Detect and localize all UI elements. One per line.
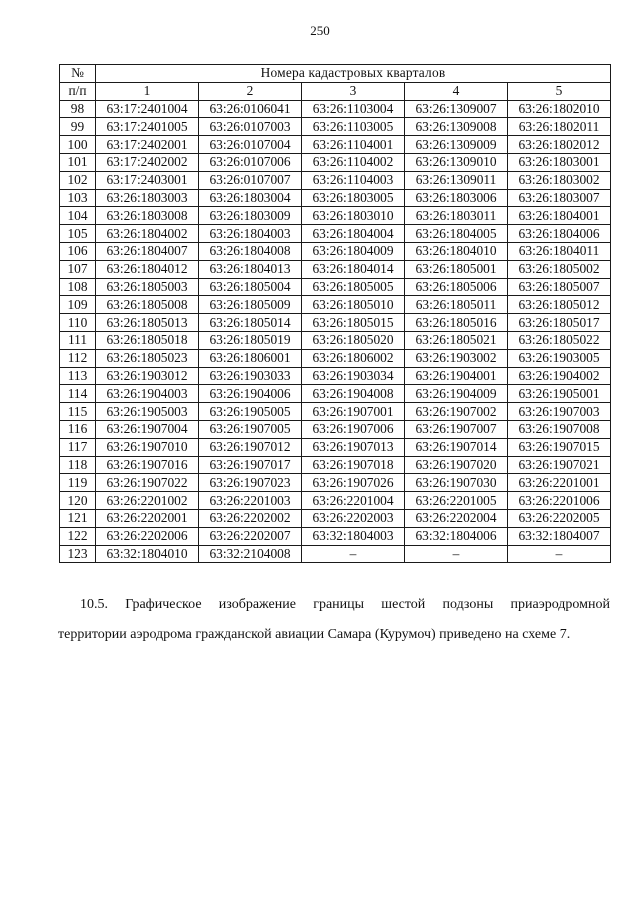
row-number-cell: 119 [60, 474, 96, 492]
row-number-cell: 111 [60, 331, 96, 349]
cadastral-number-cell: 63:26:1804004 [302, 225, 405, 243]
cadastral-number-cell: 63:26:1907030 [405, 474, 508, 492]
cadastral-number-cell: 63:26:1804002 [96, 225, 199, 243]
cadastral-number-cell: 63:26:1309008 [405, 118, 508, 136]
cadastral-number-cell: 63:26:1904003 [96, 385, 199, 403]
cadastral-number-cell: 63:26:1907026 [302, 474, 405, 492]
row-number-cell: 105 [60, 225, 96, 243]
table-row [60, 314, 611, 332]
cadastral-number-cell: 63:26:2201002 [96, 492, 199, 510]
cadastral-number-cell: 63:26:1805006 [405, 278, 508, 296]
cadastral-number-cell: 63:26:1805003 [96, 278, 199, 296]
table-row [60, 403, 611, 421]
cadastral-number-cell: 63:26:2201005 [405, 492, 508, 510]
cadastral-number-cell: 63:26:1805004 [199, 278, 302, 296]
cadastral-number-cell: 63:26:1907017 [199, 456, 302, 474]
row-number-cell: 115 [60, 403, 96, 421]
row-number-cell: 113 [60, 367, 96, 385]
cadastral-number-cell: 63:17:2402001 [96, 136, 199, 154]
cadastral-number-cell: 63:26:1904009 [405, 385, 508, 403]
cadastral-number-cell: 63:26:1805022 [508, 331, 611, 349]
cadastral-number-cell: 63:17:2403001 [96, 171, 199, 189]
cadastral-number-cell: 63:26:1803001 [508, 153, 611, 171]
cadastral-number-cell: 63:26:1803011 [405, 207, 508, 225]
table-header [60, 65, 611, 101]
cadastral-number-cell: 63:17:2401004 [96, 100, 199, 118]
cadastral-number-cell: 63:26:1903033 [199, 367, 302, 385]
cadastral-number-cell: 63:26:1806001 [199, 349, 302, 367]
cadastral-number-cell: 63:26:1805020 [302, 331, 405, 349]
cadastral-number-cell: 63:26:1907012 [199, 438, 302, 456]
cadastral-number-cell: 63:26:1805023 [96, 349, 199, 367]
table-row [60, 278, 611, 296]
cadastral-number-cell: 63:26:0107004 [199, 136, 302, 154]
cadastral-number-cell: 63:26:1103004 [302, 100, 405, 118]
cadastral-number-cell: 63:26:1803005 [302, 189, 405, 207]
table-row [60, 527, 611, 545]
cadastral-number-cell: 63:26:2202001 [96, 509, 199, 527]
cadastral-number-cell: 63:26:1804014 [302, 260, 405, 278]
cadastral-number-cell: 63:26:1907006 [302, 420, 405, 438]
cadastral-number-cell: 63:32:1804007 [508, 527, 611, 545]
cadastral-number-cell: 63:26:2201001 [508, 474, 611, 492]
cadastral-number-cell: 63:26:1803006 [405, 189, 508, 207]
cadastral-number-cell: 63:26:1804009 [302, 242, 405, 260]
cadastral-number-cell: 63:26:1903002 [405, 349, 508, 367]
cadastral-number-cell: 63:26:2202005 [508, 509, 611, 527]
table-row [60, 118, 611, 136]
cadastral-number-cell: 63:26:1802012 [508, 136, 611, 154]
cadastral-number-cell: 63:26:1805013 [96, 314, 199, 332]
table-row [60, 545, 611, 563]
cadastral-number-cell: 63:26:1804011 [508, 242, 611, 260]
row-number-cell: 121 [60, 509, 96, 527]
cadastral-number-cell: 63:26:1805011 [405, 296, 508, 314]
row-number-cell: 123 [60, 545, 96, 563]
cadastral-number-cell: 63:26:1805001 [405, 260, 508, 278]
cadastral-number-cell: 63:26:1805008 [96, 296, 199, 314]
row-number-cell: 118 [60, 456, 96, 474]
row-number-cell: 99 [60, 118, 96, 136]
cadastral-number-cell: 63:26:1903012 [96, 367, 199, 385]
cadastral-number-cell: 63:26:1805017 [508, 314, 611, 332]
row-number-cell: 106 [60, 242, 96, 260]
row-number-cell: 108 [60, 278, 96, 296]
paragraph-line-2: территории аэродрома гражданской авиации Самара (Курумоч) приведено на схеме 7. [58, 627, 571, 642]
cadastral-number-cell: 63:26:1804006 [508, 225, 611, 243]
cadastral-number-cell: 63:26:2202007 [199, 527, 302, 545]
page-number: 250 [310, 23, 330, 38]
header-number-bottom: п/п [60, 82, 96, 100]
header-column-1: 1 [96, 82, 199, 100]
row-number-cell: 122 [60, 527, 96, 545]
cadastral-number-cell: 63:26:1803010 [302, 207, 405, 225]
row-number-cell: 120 [60, 492, 96, 510]
header-column-4: 4 [405, 82, 508, 100]
table-row [60, 242, 611, 260]
header-column-3: 3 [302, 82, 405, 100]
table-row [60, 136, 611, 154]
cadastral-number-cell: 63:26:1805016 [405, 314, 508, 332]
table-row [60, 367, 611, 385]
cadastral-number-cell: 63:26:1805015 [302, 314, 405, 332]
table-row [60, 474, 611, 492]
cadastral-number-cell: 63:26:1804001 [508, 207, 611, 225]
cadastral-number-cell: 63:26:2201004 [302, 492, 405, 510]
row-number-cell: 109 [60, 296, 96, 314]
cadastral-number-cell: 63:26:1904008 [302, 385, 405, 403]
cadastral-number-cell: 63:26:1804012 [96, 260, 199, 278]
cadastral-number-cell: 63:26:1805021 [405, 331, 508, 349]
cadastral-number-cell: 63:26:1907015 [508, 438, 611, 456]
row-number-cell: 101 [60, 153, 96, 171]
row-number-cell: 112 [60, 349, 96, 367]
table-row [60, 171, 611, 189]
cadastral-number-cell: 63:26:1309009 [405, 136, 508, 154]
cadastral-number-cell: 63:26:1803004 [199, 189, 302, 207]
cadastral-number-cell: 63:26:1805007 [508, 278, 611, 296]
cadastral-number-cell: 63:26:1907022 [96, 474, 199, 492]
cadastral-number-cell: 63:26:1803007 [508, 189, 611, 207]
cadastral-number-cell: 63:26:1905005 [199, 403, 302, 421]
cadastral-number-cell: 63:17:2402002 [96, 153, 199, 171]
cadastral-number-cell: 63:26:1805019 [199, 331, 302, 349]
cadastral-number-cell: 63:26:1907010 [96, 438, 199, 456]
cadastral-number-cell: 63:26:1805010 [302, 296, 405, 314]
cadastral-number-cell: 63:26:1805012 [508, 296, 611, 314]
cadastral-number-cell: 63:26:2201006 [508, 492, 611, 510]
cadastral-number-cell: 63:26:1803002 [508, 171, 611, 189]
header-column-5: 5 [508, 82, 611, 100]
header-group-title: Номера кадастровых кварталов [96, 65, 611, 83]
table-row [60, 492, 611, 510]
row-number-cell: 100 [60, 136, 96, 154]
cadastral-number-cell: 63:26:1904001 [405, 367, 508, 385]
cadastral-number-cell: 63:26:1804010 [405, 242, 508, 260]
cadastral-number-cell: 63:26:1804003 [199, 225, 302, 243]
row-number-cell: 98 [60, 100, 96, 118]
table-row [60, 349, 611, 367]
table-row [60, 456, 611, 474]
cadastral-number-cell: 63:26:1907014 [405, 438, 508, 456]
cadastral-number-cell: 63:26:1104002 [302, 153, 405, 171]
paragraph-line-1: 10.5. Графическое изображение границы шестой подзоны приаэродромной [80, 597, 610, 612]
cadastral-number-cell: 63:26:1802011 [508, 118, 611, 136]
row-number-cell: 104 [60, 207, 96, 225]
cadastral-number-cell: 63:26:1907005 [199, 420, 302, 438]
cadastral-number-cell: 63:26:1804008 [199, 242, 302, 260]
cadastral-number-cell: 63:26:1805014 [199, 314, 302, 332]
cadastral-number-cell: 63:26:1907001 [302, 403, 405, 421]
row-number-cell: 103 [60, 189, 96, 207]
table-row [60, 260, 611, 278]
cadastral-number-cell: 63:26:1805018 [96, 331, 199, 349]
cadastral-number-cell: 63:26:0107003 [199, 118, 302, 136]
cadastral-number-cell: 63:26:1903005 [508, 349, 611, 367]
cadastral-number-cell: 63:26:1103005 [302, 118, 405, 136]
cadastral-number-cell: – [405, 545, 508, 563]
row-number-cell: 117 [60, 438, 96, 456]
cadastral-number-cell: 63:26:1907021 [508, 456, 611, 474]
cadastral-number-cell: 63:32:1804010 [96, 545, 199, 563]
cadastral-number-cell: 63:26:2202003 [302, 509, 405, 527]
cadastral-number-cell: 63:26:2202002 [199, 509, 302, 527]
cadastral-number-cell: 63:26:1309007 [405, 100, 508, 118]
table-row [60, 153, 611, 171]
table-row [60, 296, 611, 314]
cadastral-number-cell: 63:26:2201003 [199, 492, 302, 510]
cadastral-number-cell: 63:26:1803008 [96, 207, 199, 225]
cadastral-number-cell: 63:26:1805009 [199, 296, 302, 314]
cadastral-number-cell: 63:32:1804003 [302, 527, 405, 545]
cadastral-number-cell: 63:26:1806002 [302, 349, 405, 367]
cadastral-number-cell: 63:26:1907016 [96, 456, 199, 474]
cadastral-number-cell: 63:26:0106041 [199, 100, 302, 118]
cadastral-number-cell: 63:26:1309011 [405, 171, 508, 189]
table-row [60, 385, 611, 403]
cadastral-number-cell: 63:26:1907007 [405, 420, 508, 438]
row-number-cell: 116 [60, 420, 96, 438]
table-row [60, 100, 611, 118]
cadastral-number-cell: 63:26:0107007 [199, 171, 302, 189]
cadastral-number-cell: – [302, 545, 405, 563]
paragraph-10-5 [58, 590, 610, 650]
cadastral-number-cell: 63:26:1907018 [302, 456, 405, 474]
cadastral-number-cell: 63:26:1104003 [302, 171, 405, 189]
cadastral-number-cell: 63:26:1905001 [508, 385, 611, 403]
cadastral-number-cell: 63:26:1803009 [199, 207, 302, 225]
cadastral-number-cell: 63:26:1907020 [405, 456, 508, 474]
table-row [60, 207, 611, 225]
table-row [60, 420, 611, 438]
table-body [60, 100, 611, 563]
header-number-top: № [60, 65, 96, 83]
cadastral-number-cell: 63:26:1309010 [405, 153, 508, 171]
cadastral-number-cell: 63:26:1907002 [405, 403, 508, 421]
cadastral-number-cell: 63:26:1904006 [199, 385, 302, 403]
header-column-2: 2 [199, 82, 302, 100]
table-row [60, 189, 611, 207]
cadastral-number-cell: 63:26:1905003 [96, 403, 199, 421]
cadastral-number-cell: 63:26:2202006 [96, 527, 199, 545]
row-number-cell: 102 [60, 171, 96, 189]
cadastral-number-cell: 63:26:1805002 [508, 260, 611, 278]
cadastral-number-cell: 63:26:1907023 [199, 474, 302, 492]
cadastral-number-cell: 63:26:2202004 [405, 509, 508, 527]
cadastral-number-cell: 63:26:1104001 [302, 136, 405, 154]
table-row [60, 509, 611, 527]
cadastral-number-cell: 63:26:1805005 [302, 278, 405, 296]
cadastral-number-cell: 63:26:1804013 [199, 260, 302, 278]
row-number-cell: 114 [60, 385, 96, 403]
cadastral-number-cell: 63:26:1907013 [302, 438, 405, 456]
cadastral-number-cell: 63:32:1804006 [405, 527, 508, 545]
table-row [60, 438, 611, 456]
cadastral-number-cell: 63:26:1907003 [508, 403, 611, 421]
cadastral-number-cell: 63:26:1803003 [96, 189, 199, 207]
table-row [60, 225, 611, 243]
row-number-cell: 107 [60, 260, 96, 278]
cadastral-number-cell: 63:26:1802010 [508, 100, 611, 118]
cadastral-number-cell: 63:17:2401005 [96, 118, 199, 136]
cadastral-number-cell: 63:26:1804007 [96, 242, 199, 260]
cadastral-number-cell: 63:26:1904002 [508, 367, 611, 385]
row-number-cell: 110 [60, 314, 96, 332]
cadastral-quarters-table [59, 64, 611, 563]
cadastral-number-cell: 63:26:1907008 [508, 420, 611, 438]
cadastral-number-cell: 63:26:1903034 [302, 367, 405, 385]
cadastral-number-cell: 63:32:2104008 [199, 545, 302, 563]
table-row [60, 331, 611, 349]
cadastral-number-cell: – [508, 545, 611, 563]
cadastral-number-cell: 63:26:1804005 [405, 225, 508, 243]
cadastral-number-cell: 63:26:1907004 [96, 420, 199, 438]
cadastral-number-cell: 63:26:0107006 [199, 153, 302, 171]
